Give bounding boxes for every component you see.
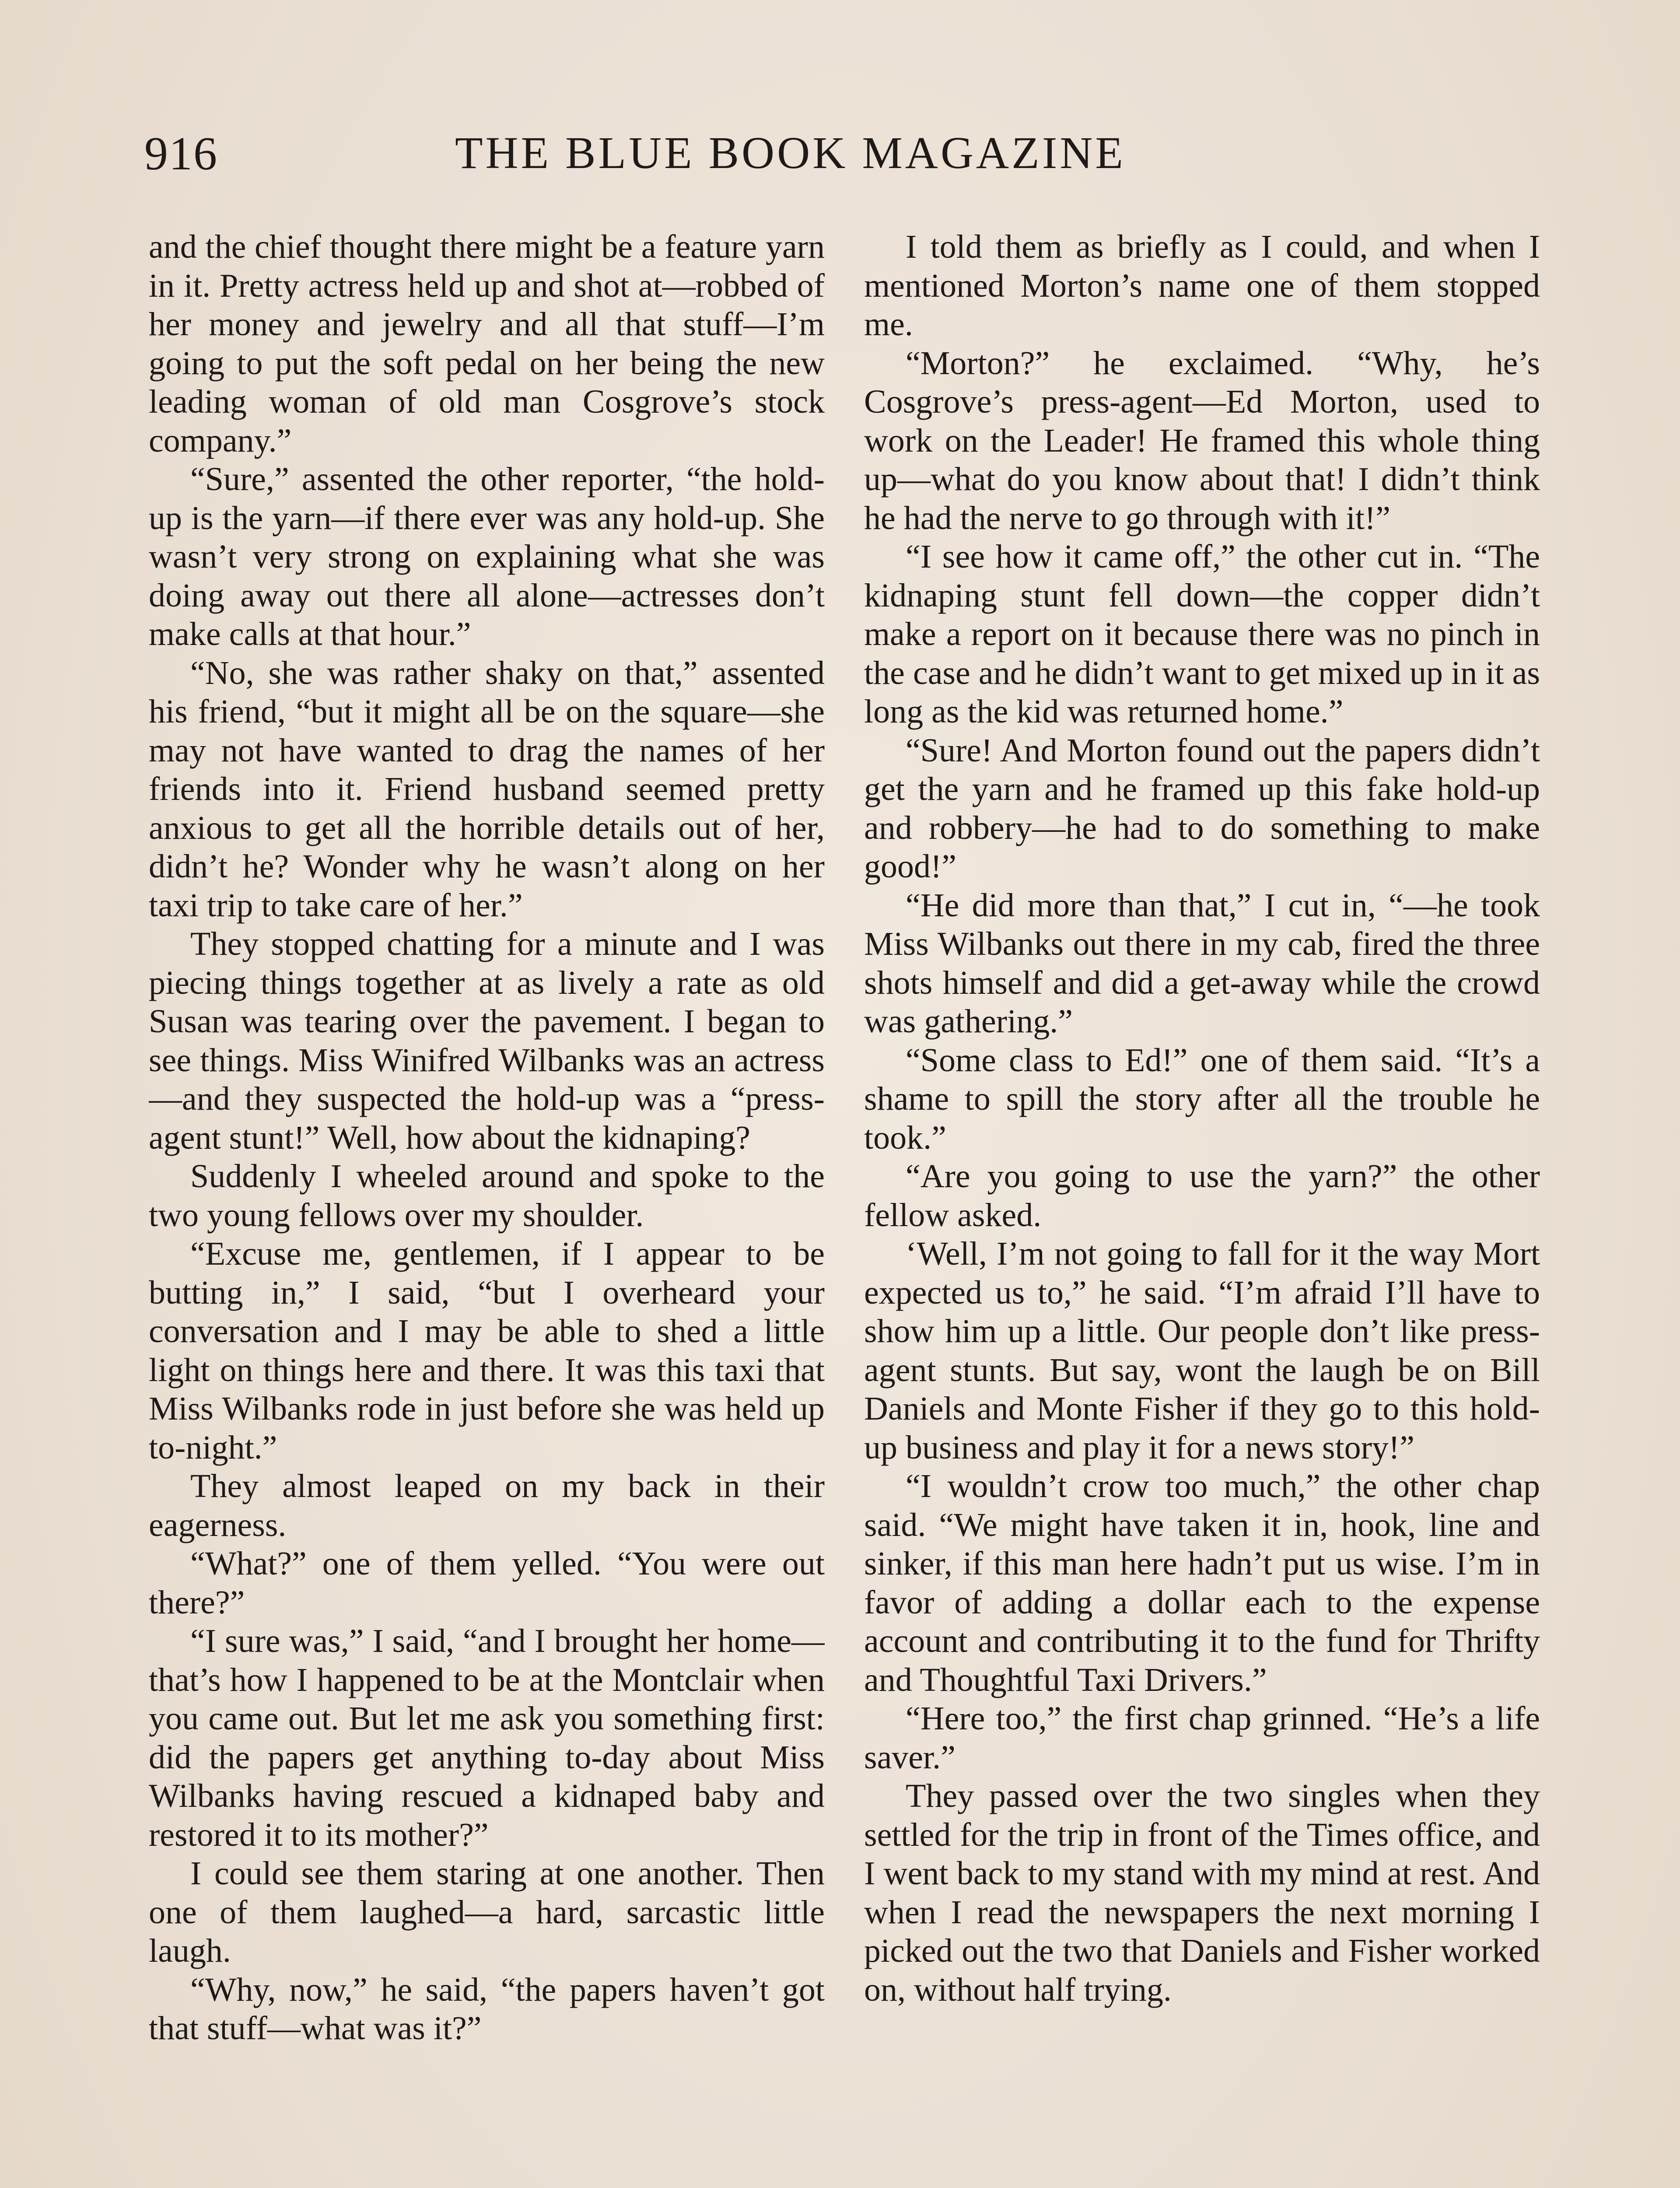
- paragraph: They stopped chatting for a minute and I was piecing things together at as lively a rate as old Susan was tearing over the pavement. I began to see things. Miss Winifred Wilbanks was an actress—and they suspected the hold-up was a “press-agent stunt!” Well, how about the kidnaping?: [149, 926, 825, 1156]
- paragraph: “He did more than that,” I cut in, “—he took Miss Wilbanks out there in my cab, fired the three shots himself and did a get-away while the crowd was gathering.”: [864, 887, 1540, 1040]
- paragraph: ‘Well, I’m not going to fall for it the way Mort expected us to,” he said. “I’m afraid I’ll have to show him up a little. Our people don’t like press-agent stunts. But say, wont the laugh be on Bill Daniels and Monte Fisher if they go to this hold-up business and play it for a news story!”: [864, 1235, 1540, 1466]
- paragraph: “I see how it came off,” the other cut in. “The kidnaping stunt fell down—the copper didn’t make a report on it because there was no pinch in the case and he didn’t want to get mixed up in it as long as the kid was returned home.”: [864, 538, 1540, 730]
- paragraph: “Here too,” the first chap grinned. “He’s a life saver.”: [864, 1700, 1540, 1776]
- running-head: THE BLUE BOOK MAGAZINE: [455, 128, 1126, 178]
- right-column: [864, 228, 1540, 2188]
- page-number: 916: [144, 128, 218, 180]
- paragraph: I told them as briefly as I could, and when I mentioned Morton’s name one of them stopped me.: [864, 228, 1540, 343]
- page-header: [140, 127, 1540, 193]
- paragraph: “I sure was,” I said, “and I brought her home—that’s how I happened to be at the Montclair when you came out. But let me ask you something first: did the papers get anything to-day about Miss Wilbanks having rescued a kidnaped baby and restored it to its mother?”: [149, 1623, 825, 1853]
- paragraph: “What?” one of them yelled. “You were out there?”: [149, 1545, 825, 1621]
- left-column: [149, 228, 825, 2188]
- paragraph: “No, she was rather shaky on that,” assented his friend, “but it might all be on the square—she may not have wanted to drag the names of her friends into it. Friend husband seemed pretty anxious to get all the horrible details out of her, didn’t he? Wonder why he wasn’t along on her taxi trip to take care of her.”: [149, 654, 825, 924]
- paragraph: They passed over the two singles when they settled for the trip in front of the Times office, and I went back to my stand with my mind at rest. And when I read the newspapers the next morning I picked out the two that Daniels and Fisher worked on, without half trying.: [864, 1778, 1540, 2008]
- paragraph: “I wouldn’t crow too much,” the other chap said. “We might have taken it in, hook, line and sinker, if this man here hadn’t put us wise. I’m in favor of adding a dollar each to the expense account and contributing it to the fund for Thrifty and Thoughtful Taxi Drivers.”: [864, 1468, 1540, 1698]
- paragraph: Suddenly I wheeled around and spoke to the two young fellows over my shoulder.: [149, 1158, 825, 1234]
- paragraph: “Why, now,” he said, “the papers haven’t got that stuff—what was it?”: [149, 1971, 825, 2047]
- paragraph: They almost leaped on my back in their eagerness.: [149, 1468, 825, 1543]
- paragraph: “Sure! And Morton found out the papers didn’t get the yarn and he framed up this fake hold-up and robbery—he had to do something to make good!”: [864, 732, 1540, 885]
- paragraph: “Excuse me, gentlemen, if I appear to be butting in,” I said, “but I overheard your conversation and I may be able to shed a little light on things here and there. It was this taxi that Miss Wilbanks rode in just before she was held up to-night.”: [149, 1235, 825, 1466]
- paragraph: and the chief thought there might be a feature yarn in it. Pretty actress held up and shot at—robbed of her money and jewelry and all that stuff—I’m going to put the soft pedal on her being the new leading woman of old man Cosgrove’s stock company.”: [149, 228, 825, 459]
- paragraph: “Some class to Ed!” one of them said. “It’s a shame to spill the story after all the trouble he took.”: [864, 1041, 1540, 1156]
- paragraph: “Sure,” assented the other reporter, “the hold-up is the yarn—if there ever was any hold-up. She wasn’t very strong on explaining what she was doing away out there all alone—actresses don’t make calls at that hour.”: [149, 461, 825, 652]
- paragraph: I could see them staring at one another. Then one of them laughed—a hard, sarcastic little laugh.: [149, 1855, 825, 1969]
- paragraph: “Morton?” he exclaimed. “Why, he’s Cosgrove’s press-agent—Ed Morton, used to work on the Leader! He framed this whole thing up—what do you know about that! I didn’t think he had the nerve to go through with it!”: [864, 344, 1540, 536]
- paragraph: “Are you going to use the yarn?” the other fellow asked.: [864, 1158, 1540, 1234]
